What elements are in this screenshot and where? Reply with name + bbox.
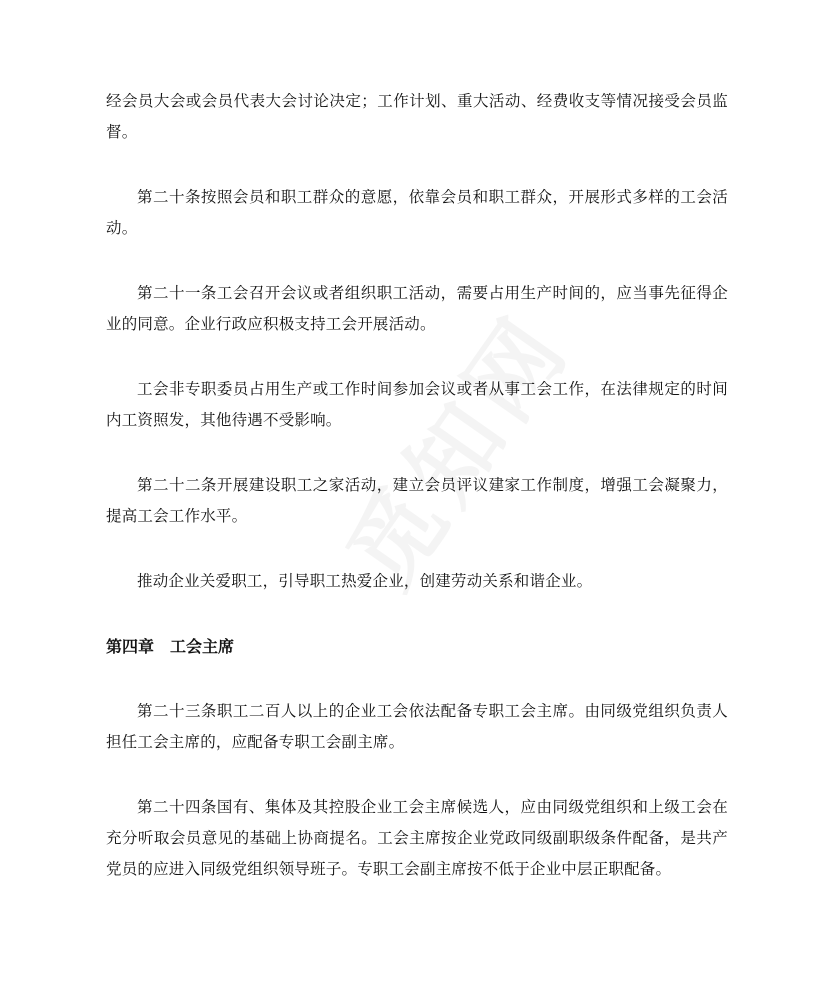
chapter-heading: 第四章 工会主席 [106,637,235,656]
paragraph-article-20: 第二十条按照会员和职工群众的意愿，依靠会员和职工群众，开展形式多样的工会活动。 [106,188,728,237]
paragraph-continuation: 经会员大会或会员代表大会讨论决定；工作计划、重大活动、经费收支等情况接受会员监督。 [106,92,728,141]
paragraph-care-for-workers: 推动企业关爱职工，引导职工热爱企业，创建劳动关系和谐企业。 [137,572,593,590]
paragraph-article-22: 第二十二条开展建设职工之家活动，建立会员评议建家工作制度，增强工会凝聚力，提高工会工作水平。 [106,476,728,525]
paragraph-non-fulltime-members: 工会非专职委员占用生产或工作时间参加会议或者从事工会工作，在法律规定的时间内工资照发，其他待遇不受影响。 [106,380,728,429]
paragraph-article-21: 第二十一条工会召开会议或者组织职工活动，需要占用生产时间的，应当事先征得企业的同意。企业行政应积极支持工会开展活动。 [106,284,728,333]
paragraph-article-24: 第二十四条国有、集体及其控股企业工会主席候选人，应由同级党组织和上级工会在充分听取会员意见的基础上协商提名。工会主席按企业党政同级副职级条件配备，是共产党员的应进入同级党组织领导班子。专职工会副主席按不低于企业中层正职配备。 [106,798,728,878]
paragraph-article-23: 第二十三条职工二百人以上的企业工会依法配备专职工会主席。由同级党组织负责人担任工会主席的，应配备专职工会副主席。 [106,702,728,751]
document-body [106,86,728,919]
